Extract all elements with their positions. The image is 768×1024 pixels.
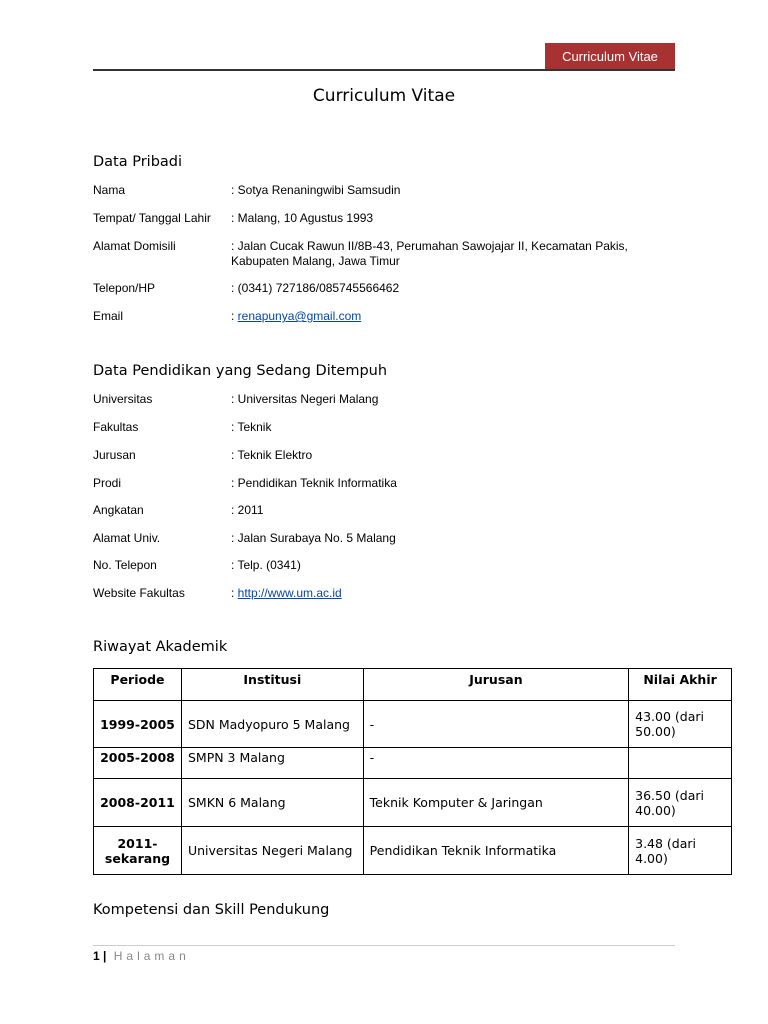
value-universitas: : Universitas Negeri Malang — [231, 392, 379, 406]
cell-nilai: 36.50 (dari 40.00) — [629, 779, 732, 827]
page-title: Curriculum Vitae — [312, 86, 456, 106]
cell-institusi: SDN Madyopuro 5 Malang — [181, 701, 363, 748]
cell-periode: 1999-2005 — [94, 701, 182, 748]
section-heading-data-pendidikan: Data Pendidikan yang Sedang Ditempuh — [93, 363, 388, 379]
cell-institusi: Universitas Negeri Malang — [181, 827, 363, 875]
header-tab: Curriculum Vitae — [545, 43, 675, 70]
table-header-row — [94, 669, 732, 701]
label-telepon: Telepon/HP — [93, 281, 156, 295]
cell-institusi: SMKN 6 Malang — [181, 779, 363, 827]
table-row — [94, 748, 732, 779]
value-alamat-line2: Kabupaten Malang, Jawa Timur — [231, 254, 400, 268]
label-ttl: Tempat/ Tanggal Lahir — [93, 211, 211, 225]
website-prefix: : — [231, 586, 238, 600]
value-fakultas: : Teknik — [231, 420, 272, 434]
label-alamat: Alamat Domisili — [93, 239, 176, 253]
col-header-nilai: Nilai Akhir — [629, 669, 732, 701]
section-heading-kompetensi: Kompetensi dan Skill Pendukung — [93, 902, 330, 918]
value-no-telepon: : Telp. (0341) — [231, 558, 301, 572]
table-row — [94, 779, 732, 827]
cell-jurusan: - — [363, 748, 628, 779]
header-rule — [93, 69, 675, 71]
label-website: Website Fakultas — [93, 586, 185, 600]
label-angkatan: Angkatan — [93, 503, 144, 517]
cell-nilai — [629, 748, 732, 779]
table-row — [94, 701, 732, 748]
footer-label: Halaman — [113, 949, 190, 963]
cell-nilai: 43.00 (dari 50.00) — [629, 701, 732, 748]
value-prodi: : Pendidikan Teknik Informatika — [231, 476, 397, 490]
page-number: 1 — [93, 949, 100, 963]
email-prefix: : — [231, 309, 238, 323]
col-header-institusi: Institusi — [181, 669, 363, 701]
value-email — [231, 309, 671, 324]
label-no-telepon: No. Telepon — [93, 558, 157, 572]
cell-periode: 2008-2011 — [94, 779, 182, 827]
label-alamat-univ: Alamat Univ. — [93, 531, 161, 545]
cell-periode: 2005-2008 — [94, 748, 182, 779]
col-header-periode: Periode — [94, 669, 182, 701]
value-website — [231, 586, 671, 601]
value-nama: : Sotya Renaningwibi Samsudin — [231, 183, 401, 197]
value-alamat-univ: : Jalan Surabaya No. 5 Malang — [231, 531, 396, 545]
table-row — [94, 827, 732, 875]
label-nama: Nama — [93, 183, 126, 197]
footer-separator: | — [103, 949, 107, 963]
email-link[interactable]: renapunya@gmail.com — [237, 309, 362, 323]
value-ttl: : Malang, 10 Agustus 1993 — [231, 211, 374, 225]
label-universitas: Universitas — [93, 392, 153, 406]
label-email: Email — [93, 309, 124, 323]
cell-nilai: 3.48 (dari 4.00) — [629, 827, 732, 875]
label-fakultas: Fakultas — [93, 420, 139, 434]
footer-rule — [93, 945, 675, 946]
section-heading-data-pribadi: Data Pribadi — [93, 154, 183, 170]
value-telepon: : (0341) 727186/085745566462 — [231, 281, 400, 295]
website-link[interactable]: http://www.um.ac.id — [237, 586, 342, 600]
col-header-jurusan: Jurusan — [363, 669, 628, 701]
page-footer — [93, 949, 190, 963]
value-jurusan: : Teknik Elektro — [231, 448, 313, 462]
cell-institusi: SMPN 3 Malang — [181, 748, 363, 779]
value-alamat: : Jalan Cucak Rawun II/8B-43, Perumahan Sawojajar II, Kecamatan Pakis, — [231, 239, 628, 253]
academic-history-table — [93, 668, 732, 875]
cell-jurusan: Pendidikan Teknik Informatika — [363, 827, 628, 875]
label-jurusan: Jurusan — [93, 448, 136, 462]
cell-jurusan: - — [363, 701, 628, 748]
label-prodi: Prodi — [93, 476, 122, 490]
value-angkatan: : 2011 — [231, 503, 264, 517]
cell-jurusan: Teknik Komputer & Jaringan — [363, 779, 628, 827]
section-heading-riwayat: Riwayat Akademik — [93, 639, 228, 655]
cell-periode: 2011-sekarang — [94, 827, 182, 875]
